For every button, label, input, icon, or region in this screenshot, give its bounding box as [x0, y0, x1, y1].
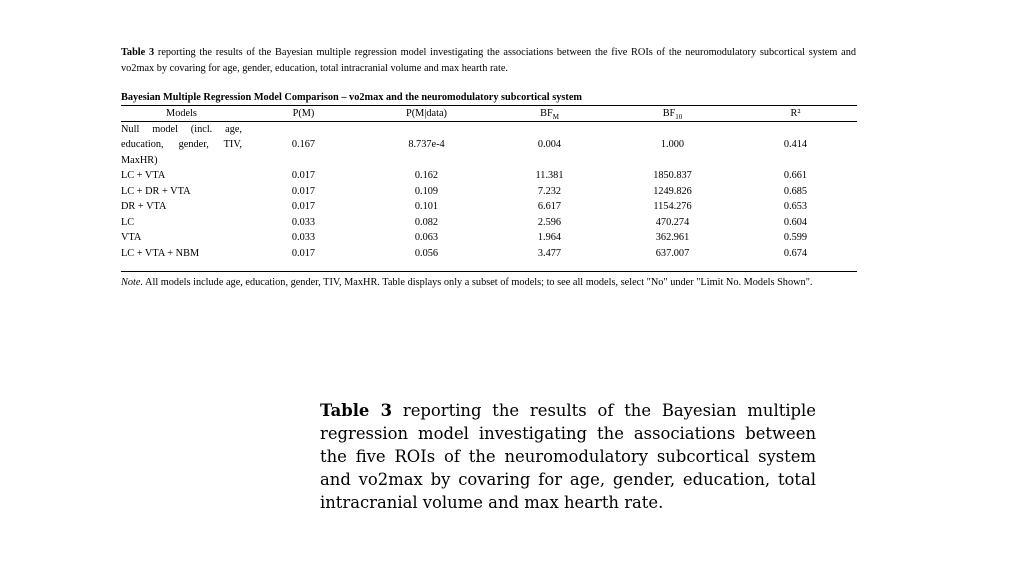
cell-pmdata: 0.082: [414, 216, 439, 228]
cell-bf10: 1154.276: [653, 201, 692, 213]
header-bfm-sub: M: [552, 113, 559, 121]
results-table: [121, 106, 857, 262]
cell-pmdata: 8.737e-4: [408, 139, 445, 150]
table-caption-bottom: [320, 399, 816, 514]
note-text: All models include age, education, gender, TIV, MaxHR. Table displays only a subset of models; to see all models, select "No" under "Limit No. Models Shown".: [145, 277, 813, 288]
cell-pm: 0.033: [291, 216, 316, 228]
cell-r2: 0.685: [783, 185, 808, 197]
caption-text: reporting the results of the Bayesian multiple regression model investigating the associations between the five ROIs of the neuromodulatory subcortical system and vo2max by covaring for age, gender, education, total intracranial volume and max hearth rate.: [320, 401, 816, 512]
cell-pm: 0.017: [291, 248, 316, 260]
table-row: [121, 184, 857, 200]
table-row: [121, 199, 857, 215]
caption-label: Table 3: [320, 401, 393, 420]
table-row: [121, 215, 857, 231]
header-bf10-main: BF: [662, 108, 676, 119]
header-bf10-sub: 10: [675, 113, 683, 121]
cell-pm: 0.033: [291, 232, 316, 244]
cell-model: LC + DR + VTA: [121, 185, 191, 197]
cell-pmdata: 0.101: [414, 201, 439, 213]
cell-r2: 0.604: [783, 216, 808, 228]
cell-model: VTA: [121, 232, 142, 244]
cell-model: LC: [121, 216, 135, 228]
cell-bfm: 6.617: [537, 201, 562, 213]
cell-r2: 0.674: [783, 248, 808, 260]
cell-bf10: 1.000: [660, 139, 685, 150]
table-bottom-rule: [121, 271, 857, 272]
header-bf10: [611, 106, 734, 122]
cell-bfm: 7.232: [537, 185, 562, 197]
cell-pm: 0.017: [291, 201, 316, 213]
cell-pmdata: 0.063: [414, 232, 439, 244]
table-row: [121, 246, 857, 262]
cell-r2: 0.599: [783, 232, 808, 244]
cell-r2: 0.414: [783, 139, 808, 150]
table-row: [121, 230, 857, 246]
cell-bf10: 470.274: [655, 216, 690, 228]
cell-pm: 0.167: [291, 139, 316, 150]
cell-bfm: 1.964: [537, 232, 562, 244]
cell-pmdata: 0.056: [414, 248, 439, 260]
cell-model: [121, 122, 242, 169]
cell-r2: 0.661: [783, 170, 808, 182]
header-pmdata: P(M|data): [406, 108, 447, 119]
null-model-label: Null model (incl. age, education, gender, TIV, MaxHR): [121, 123, 242, 166]
cell-bfm: 3.477: [537, 248, 562, 260]
table-caption-top: [121, 45, 856, 77]
cell-pmdata: 0.162: [414, 170, 439, 182]
cell-bf10: 362.961: [655, 232, 690, 244]
header-bfm: [488, 106, 611, 122]
note-label: Note.: [121, 277, 144, 288]
cell-bf10: 637.007: [655, 248, 690, 260]
cell-bf10: 1249.826: [653, 185, 692, 197]
header-pm: P(M): [292, 108, 315, 119]
caption-text: reporting the results of the Bayesian multiple regression model investigating the associations between the five ROIs of the neuromodulatory subcortical system and vo2max by covaring for age, gender, education, total intracranial volume and max hearth rate.: [121, 47, 856, 74]
table-note: [121, 275, 856, 291]
table-row: [121, 122, 857, 169]
header-models: Models: [166, 108, 197, 119]
cell-model: DR + VTA: [121, 201, 167, 213]
cell-bfm: 11.381: [535, 170, 564, 182]
cell-pmdata: 0.109: [414, 185, 439, 197]
cell-model: LC + VTA: [121, 170, 166, 182]
cell-pm: 0.017: [291, 185, 316, 197]
header-r2: R²: [790, 108, 801, 119]
table-row: [121, 168, 857, 184]
table-title: Bayesian Multiple Regression Model Comparison – vo2max and the neuromodulatory subcortical system: [121, 92, 582, 103]
cell-bfm: 0.004: [537, 139, 562, 150]
header-bfm-main: BF: [540, 108, 553, 119]
cell-pm: 0.017: [291, 170, 316, 182]
table-header-row: [121, 106, 857, 122]
cell-model: LC + VTA + NBM: [121, 248, 200, 260]
cell-r2: 0.653: [783, 201, 808, 213]
cell-bf10: 1850.837: [653, 170, 692, 182]
caption-label: Table 3: [121, 47, 155, 58]
cell-bfm: 2.596: [537, 216, 562, 228]
